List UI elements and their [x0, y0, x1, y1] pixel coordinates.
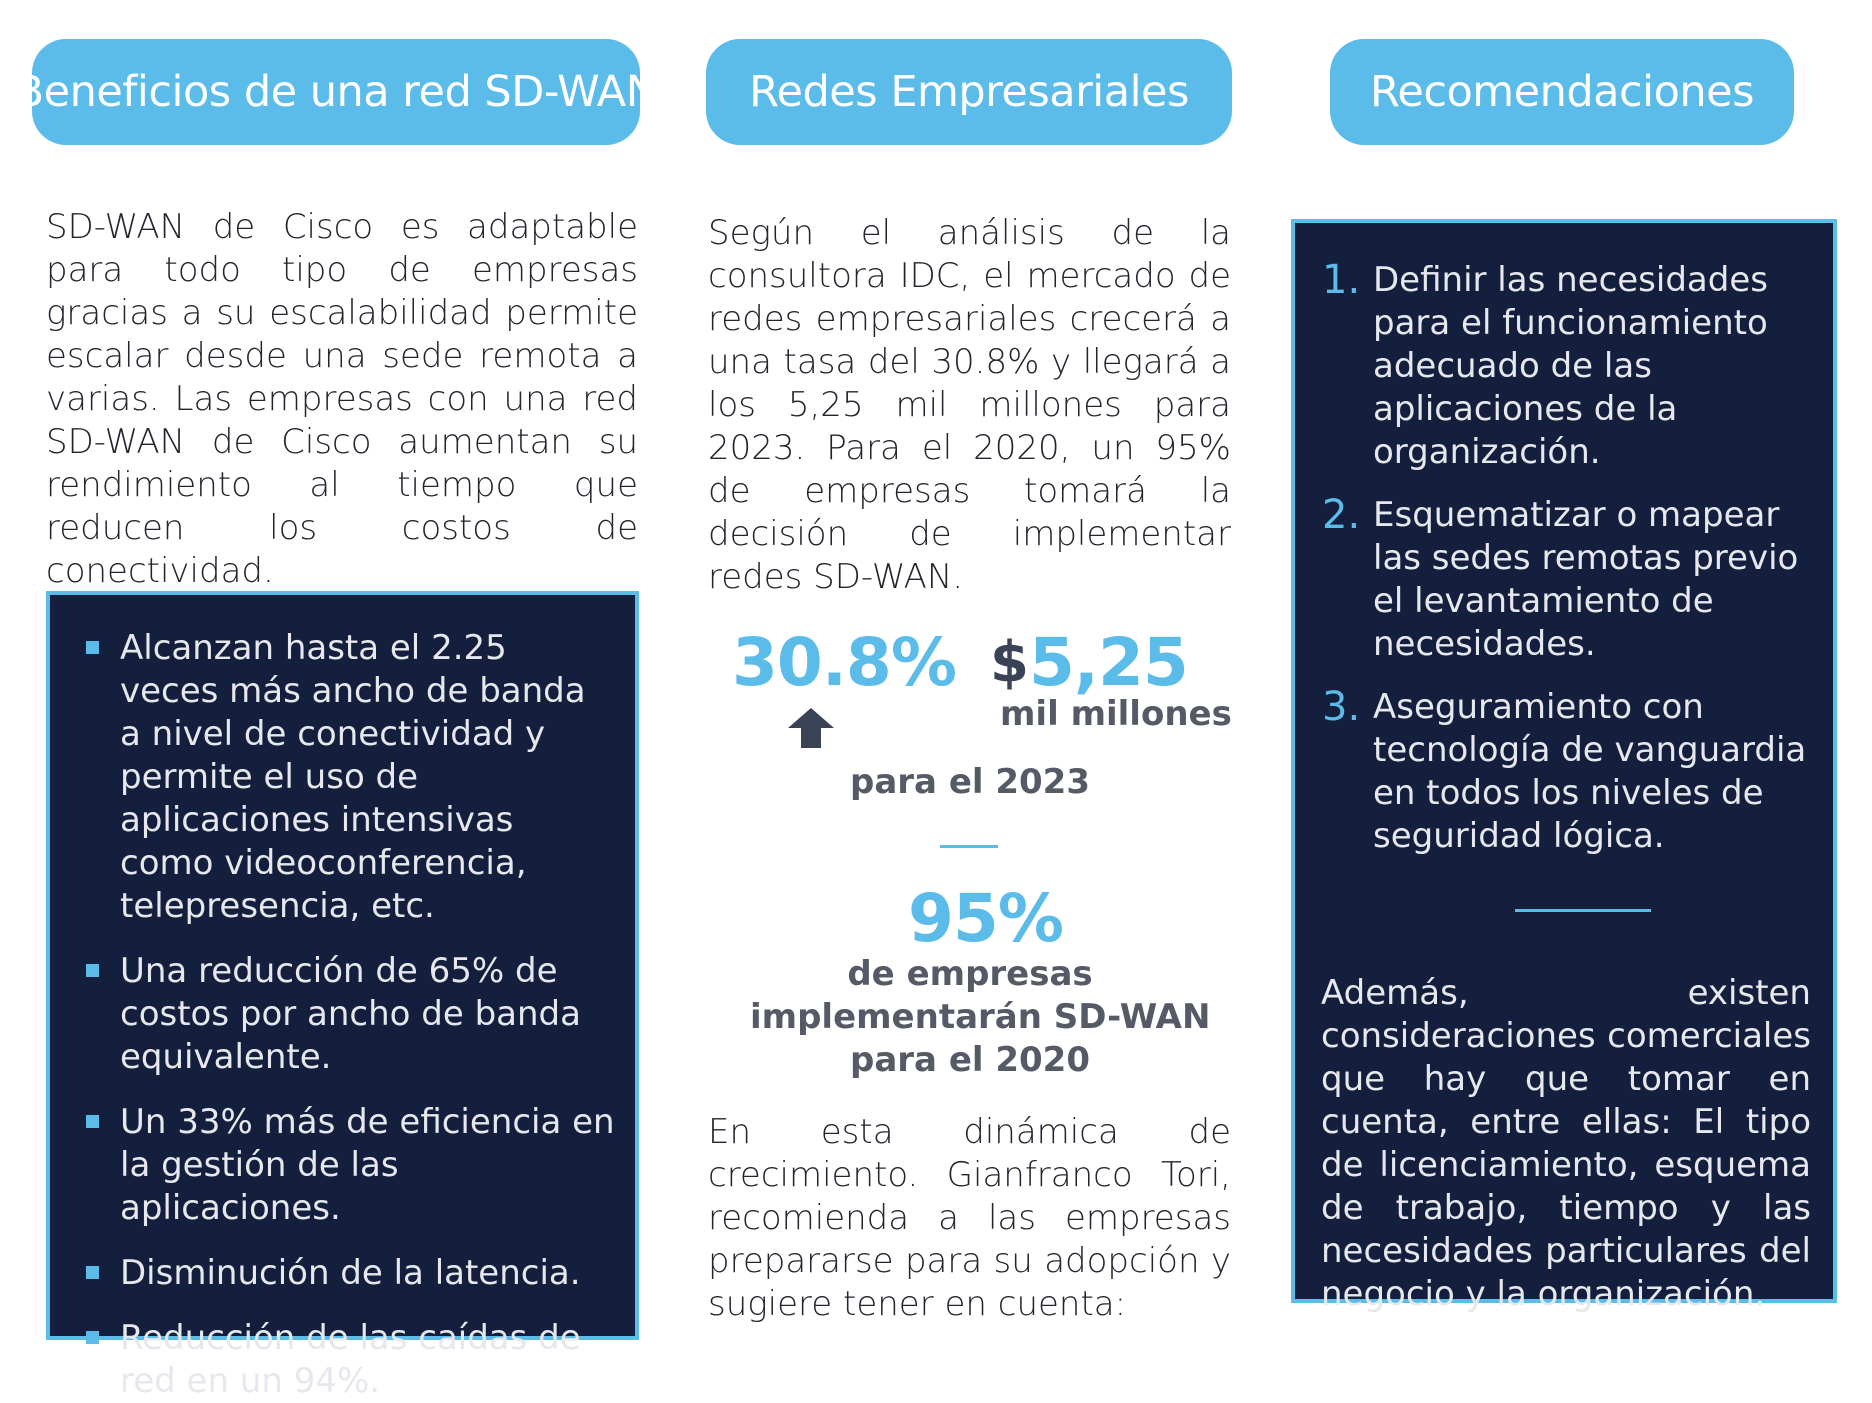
bullet-square-icon	[86, 1331, 99, 1344]
benefit-item: Una reducción de 65% de costos por ancho de banda equivalente.	[50, 950, 615, 1079]
benefits-panel	[46, 591, 639, 1401]
bullet-square-icon	[86, 964, 99, 977]
bullet-square-icon	[86, 1115, 99, 1128]
recommendations-closing: Además, existen consideraciones comerciales que hay que tomar en cuenta, entre ellas: El tipo de licenciamiento, esquema de trabajo, tiempo y las necesidades particulares del negocio y la organización.	[1321, 973, 1811, 1314]
recommendation-item	[1295, 494, 1813, 666]
step-text: Definir las necesidades para el funcionamiento adecuado de las aplicaciones de la organización.	[1373, 260, 1768, 472]
bullet-square-icon	[86, 1266, 99, 1279]
step-number: 1.	[1322, 257, 1361, 303]
stat-market-unit: mil millones	[1000, 694, 1232, 734]
step-text: Aseguramiento con tecnología de vanguardia en todos los niveles de seguridad lógica.	[1373, 687, 1807, 856]
stat-adoption-label-1: de empresas	[847, 954, 1093, 994]
header-recommendations: Recomendaciones	[1330, 39, 1794, 145]
market-intro: Según el análisis de la consultora IDC, el mercado de redes empresariales crecerá a una tasa del 30.8% y llegará a los 5,25 mil millones para 2023. Para el 2020, un 95% de empresas tomará la decisión de implementar redes SD-WAN.	[708, 213, 1231, 597]
stat-market-size	[990, 624, 1188, 701]
bullet-square-icon	[86, 641, 99, 654]
right-divider	[1515, 909, 1651, 912]
arrow-up-icon	[788, 708, 834, 748]
recommendations-list	[1295, 259, 1813, 858]
currency-symbol: $	[990, 630, 1029, 695]
recommendations-panel	[1291, 219, 1837, 1314]
stat-year-label: para el 2023	[849, 762, 1090, 802]
middle-divider	[940, 845, 998, 848]
step-number: 2.	[1322, 492, 1361, 538]
recommendation-item	[1295, 259, 1813, 474]
stat-adoption: 95%	[908, 880, 1063, 957]
header-benefits: Beneficios de una red SD-WAN	[32, 39, 640, 145]
stat-adoption-label-2: implementarán SD-WAN	[750, 997, 1211, 1037]
recommendation-item	[1295, 686, 1813, 858]
stat-adoption-label-3: para el 2020	[849, 1040, 1090, 1080]
benefits-intro: SD-WAN de Cisco es adaptable para todo tipo de empresas gracias a su escalabilidad permite escalar desde una sede remota a varias. Las empresas con una red SD-WAN de Cisco aumentan su rendimiento al tiempo que reducen los costos de conectividad.	[46, 207, 638, 591]
benefit-item: Alcanzan hasta el 2.25 veces más ancho de banda a nivel de conectividad y permite el uso de aplicaciones intensivas como videoconferencia, telepresencia, etc.	[50, 627, 615, 928]
step-number: 3.	[1322, 684, 1361, 730]
market-outro: En esta dinámica de crecimiento. Gianfranco Tori, recomienda a las empresas prepararse para su adopción y sugiere tener en cuenta:	[708, 1112, 1231, 1324]
benefits-list	[50, 627, 615, 1403]
benefit-item: Disminución de la latencia.	[50, 1252, 615, 1295]
stat-market-value: 5,25	[1028, 624, 1188, 701]
stat-growth-rate: 30.8%	[732, 624, 956, 701]
step-text: Esquematizar o mapear las sedes remotas previo el levantamiento de necesidades.	[1373, 495, 1799, 664]
header-enterprise-networks: Redes Empresariales	[706, 39, 1232, 145]
benefit-item: Reducción de las caídas de red en un 94%.	[50, 1317, 615, 1403]
benefit-item: Un 33% más de eficiencia en la gestión de las aplicaciones.	[50, 1101, 615, 1230]
